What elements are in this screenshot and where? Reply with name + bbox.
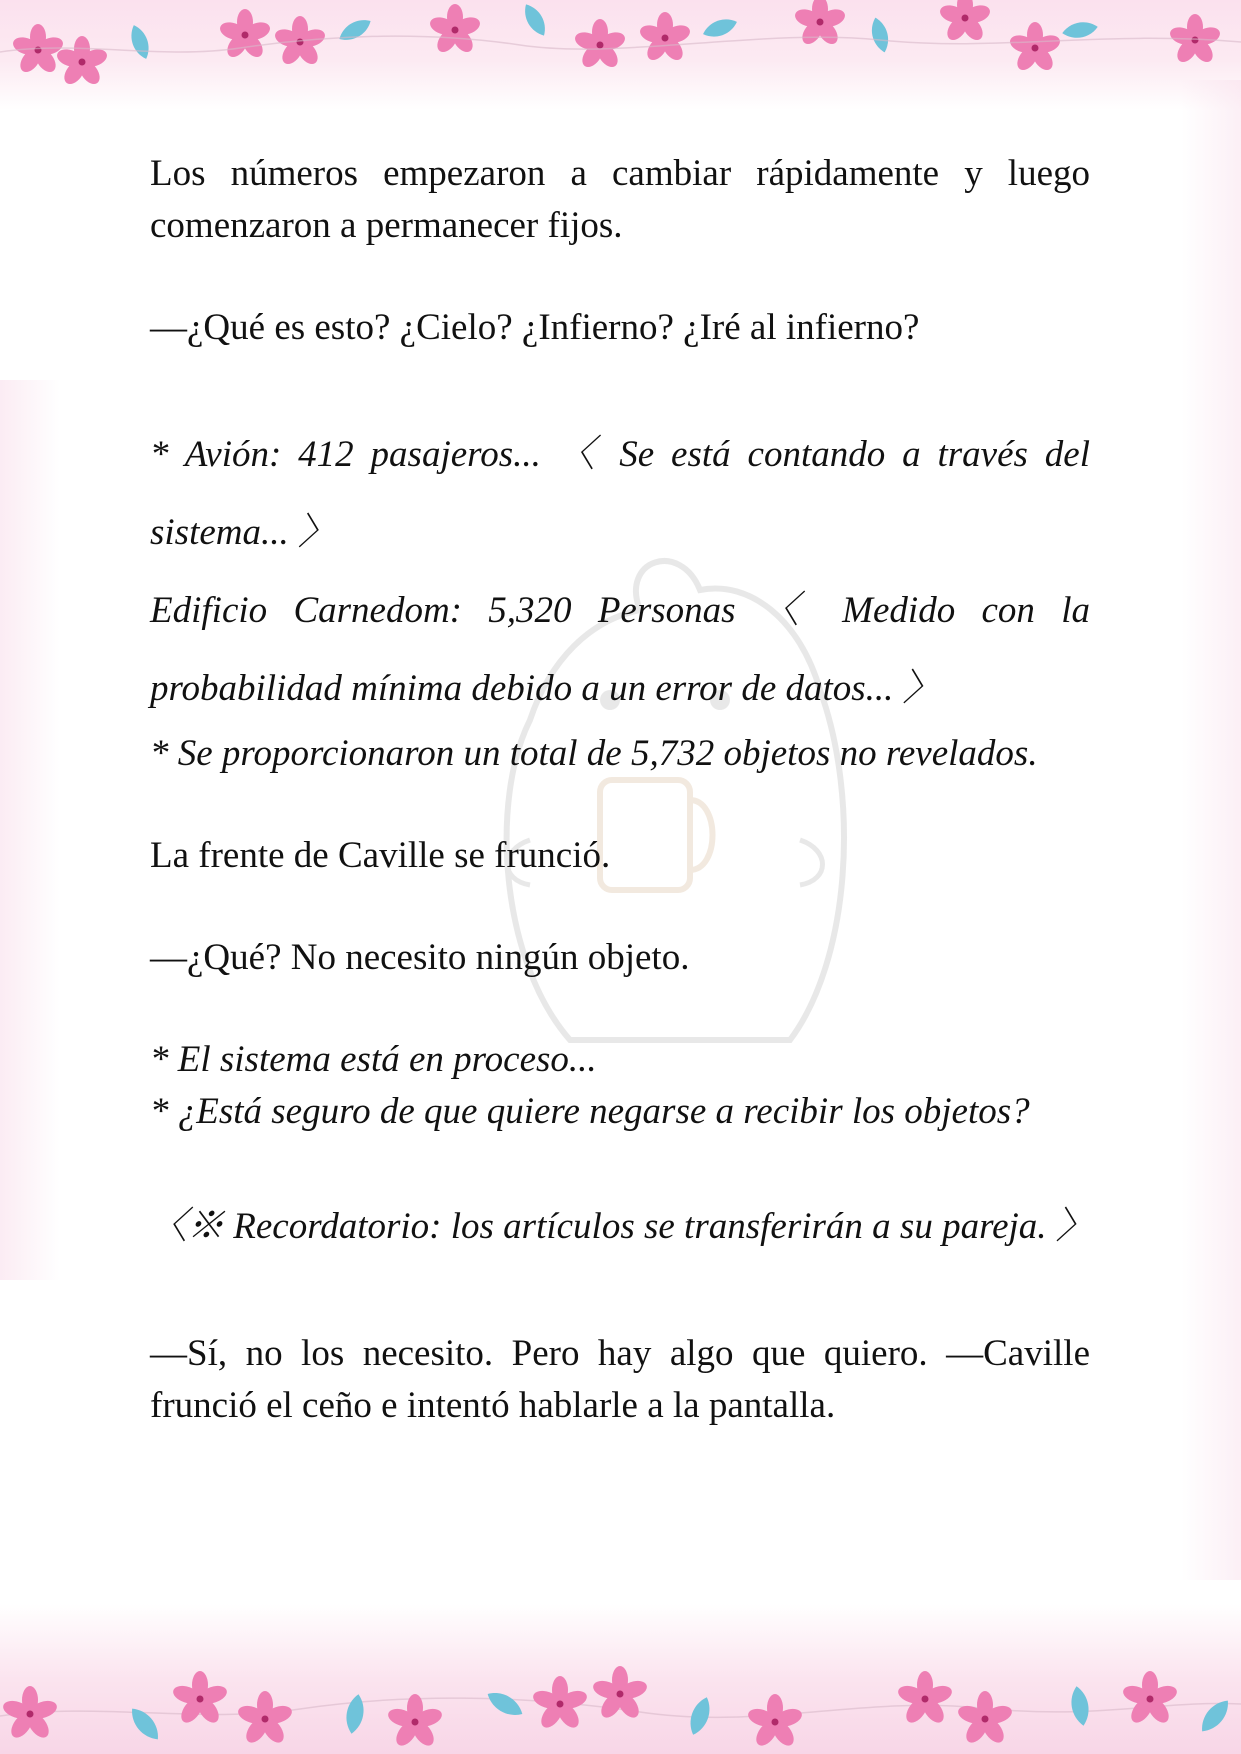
flower-icon [386,1694,444,1749]
leaf-icon [1196,1695,1234,1736]
top-floral-border [0,0,1241,110]
flower-icon [938,0,992,44]
document-body [150,148,1093,1432]
leaf-icon [1068,1685,1091,1727]
flower-icon [1121,1671,1179,1726]
leaf-icon [343,1693,366,1735]
paragraph: La frente de Caville se frunció. [150,835,611,876]
leaf-icon [685,1694,714,1737]
leaf-icon [336,15,375,46]
top-flowers-svg [0,0,1241,110]
flower-icon [956,1691,1014,1746]
flower-icon [638,12,692,64]
left-edge-glow [0,380,60,1280]
flower-icon [793,0,847,48]
leaf-icon [868,16,892,55]
system-reminder: 〈※ Recordatorio: los artículos se transferirán a su pareja. 〉 [150,1206,1093,1247]
flower-icon [1,1686,59,1741]
flower-icon [236,1691,294,1746]
leaf-icon [520,1,551,40]
flower-icon [171,1671,229,1726]
flower-icon [896,1671,954,1726]
system-message: * El sistema está en proceso... [150,1039,597,1080]
flower-icon [218,9,272,61]
dialogue-paragraph: —Sí, no los necesito. Pero hay algo que quiero. —Caville frunció el ceño e intentó hablarle a la pantalla. [150,1333,1090,1426]
system-message: * Se proporcionaron un total de 5,732 objetos no revelados. [150,733,1038,774]
flower-icon [428,4,482,56]
leaf-icon [127,23,153,62]
leaf-icon [1061,19,1099,40]
bottom-flowers-svg [0,1604,1241,1754]
system-message: * Avión: 412 pasajeros... 〈 Se está contando a través del sistema... 〉 [150,434,1090,553]
leaf-icon [484,1687,527,1721]
paragraph: Los números empezaron a cambiar rápidamente y luego comenzaron a permanecer fijos. [150,153,1090,246]
leaf-icon [126,1703,164,1744]
system-message: Edificio Carnedom: 5,320 Personas 〈 Medido con la probabilidad mínima debido a un error de datos... 〉 [150,590,1090,709]
flower-icon [573,19,627,71]
bottom-floral-border [0,1604,1241,1754]
leaf-icon [701,15,740,41]
flower-icon [531,1676,589,1731]
dialogue-paragraph: —¿Qué? No necesito ningún objeto. [150,937,690,978]
flower-icon [746,1694,804,1749]
system-message: * ¿Está seguro de que quiere negarse a recibir los objetos? [150,1091,1030,1132]
flower-icon [1008,22,1062,74]
right-edge-glow [1181,80,1241,1580]
flower-icon [591,1666,649,1721]
dialogue-paragraph: —¿Qué es esto? ¿Cielo? ¿Infierno? ¿Iré al infierno? [150,307,920,348]
